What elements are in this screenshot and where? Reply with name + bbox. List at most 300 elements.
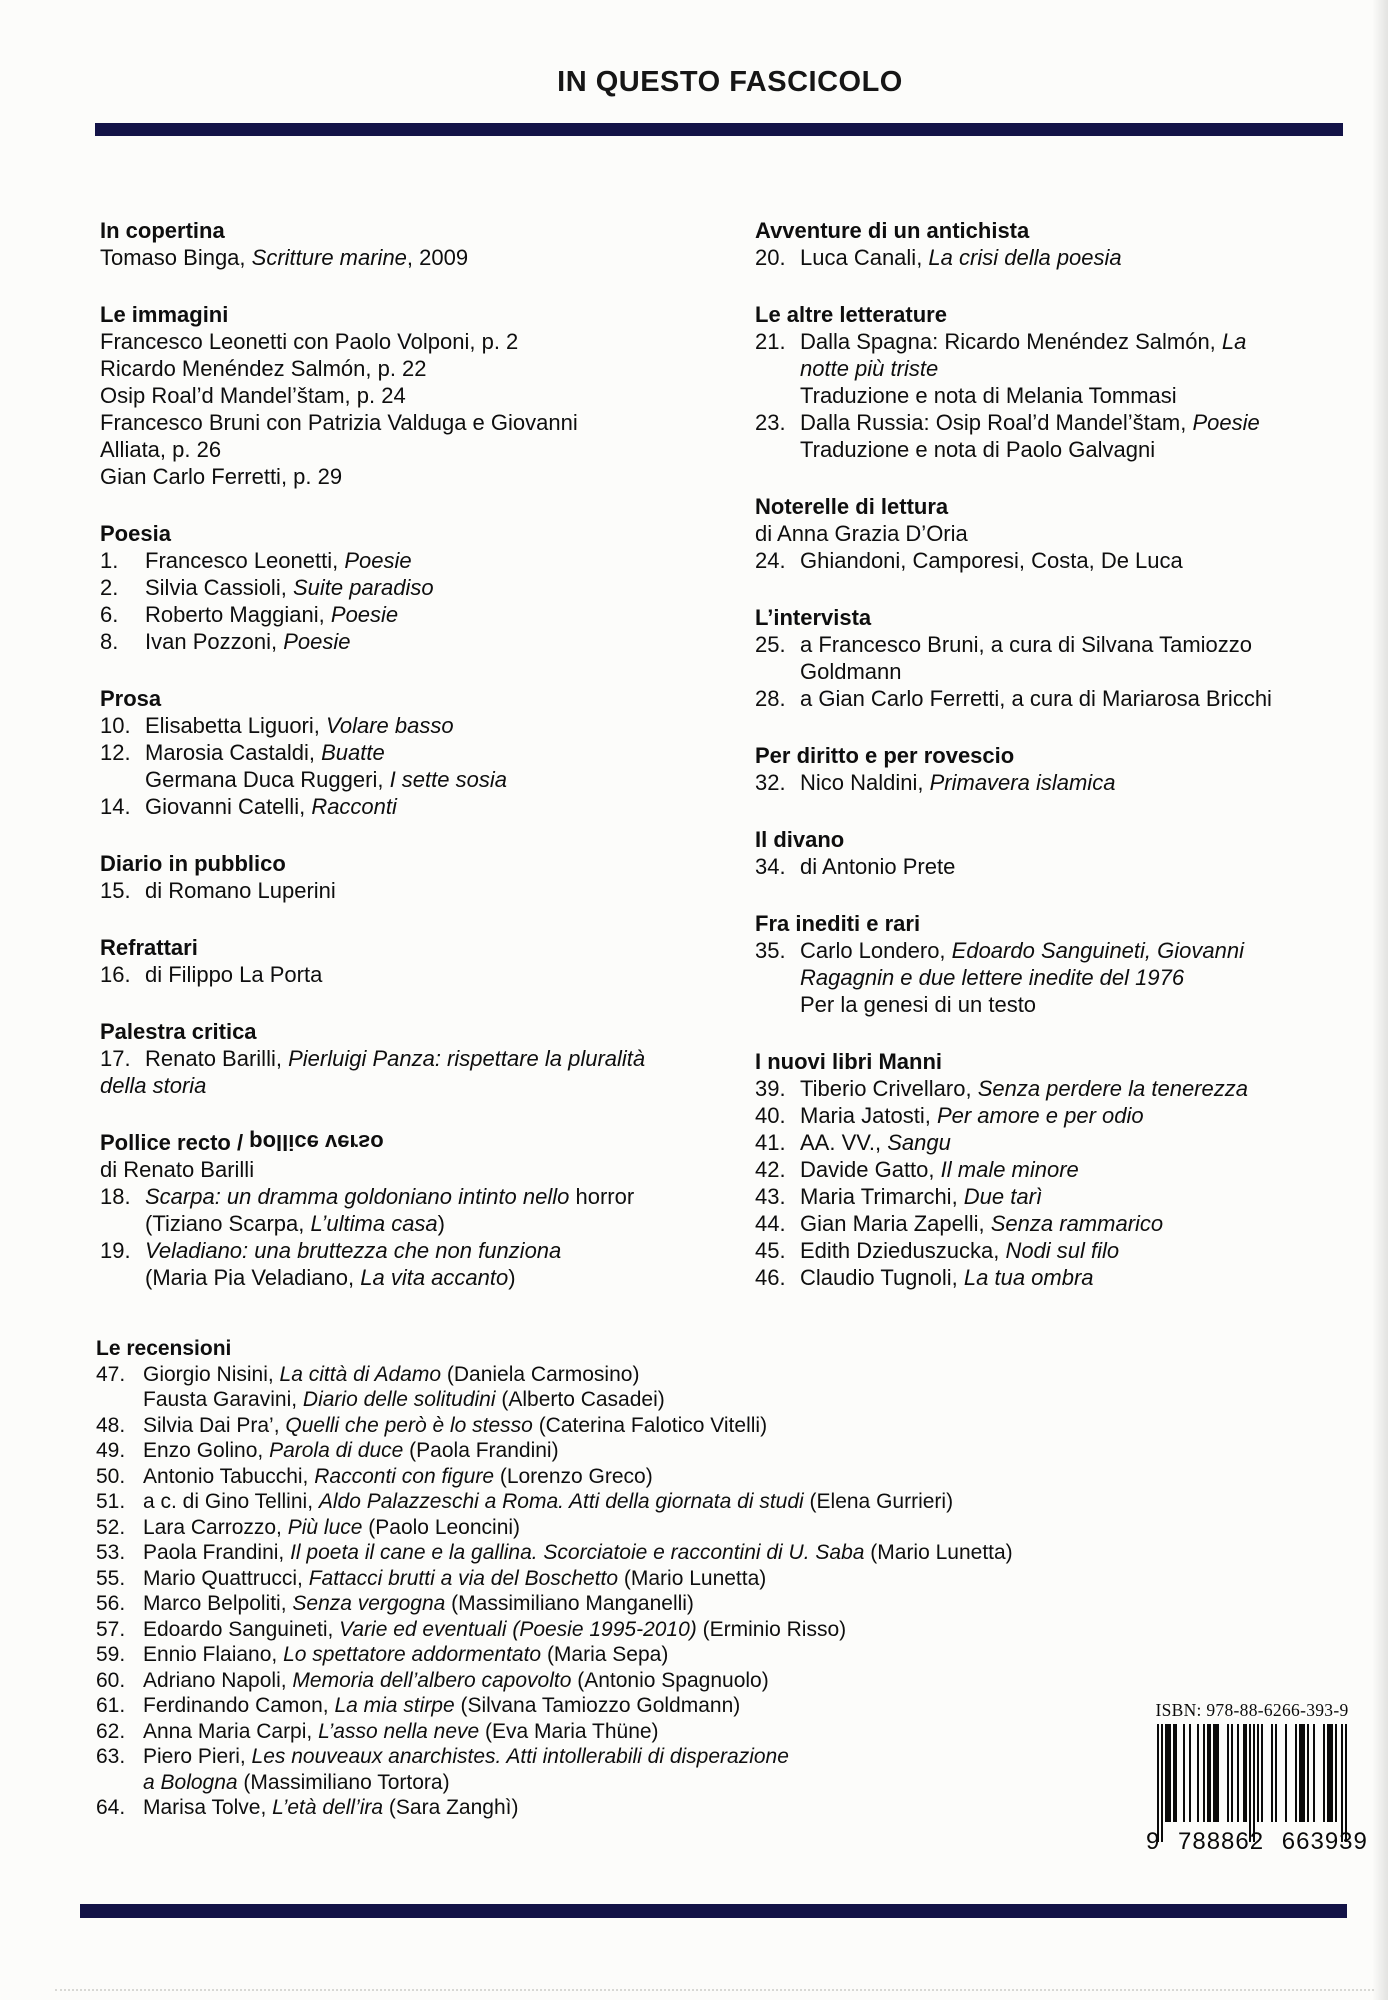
toc-line [755,436,1365,463]
section-heading [96,1336,1186,1362]
text-seg: Maria Trimarchi, [800,1184,964,1209]
text-seg: Pollice recto / [100,1130,250,1155]
section-heading [100,1018,740,1045]
entry-number: 15. [100,878,131,903]
isbn-label: ISBN: 978-88-6266-393-9 [1155,1700,1349,1720]
text-seg: Scarpa: un dramma goldoniano intinto nello [145,1184,570,1209]
entry-number: 34. [755,854,786,879]
entry-number: 2. [100,575,119,600]
entry-number: 23. [755,410,786,435]
text-seg: La [1221,329,1247,354]
section-heading [100,217,740,244]
section-heading [100,1129,740,1156]
text-seg: La mia stirpe [334,1694,455,1717]
text-seg: Carlo Londero, [800,938,952,963]
text-seg: Refrattari [100,935,198,960]
flipped-text: pollice verso [249,1130,384,1155]
toc-line [755,853,1365,880]
text-seg: La tua ombra [963,1265,1094,1290]
section-heading [755,301,1365,328]
entry-number: 52. [96,1515,126,1539]
text-seg: Roberto Maggiani, [145,602,331,627]
text-seg: a Bologna [143,1770,238,1794]
toc-line [96,1668,1186,1694]
text-seg: Poesia [100,521,171,546]
toc-line [96,1642,1186,1668]
text-seg: (Tiziano Scarpa, [145,1211,311,1236]
text-seg: Traduzione e nota di Paolo Galvagni [800,437,1156,462]
text-seg: di Antonio Prete [800,854,956,879]
text-seg: (Caterina Falotico Vitelli) [532,1413,768,1437]
section-heading [755,217,1365,244]
toc-line [100,382,740,409]
text-seg: a Francesco Bruni, a cura di Silvana Tamiozzo [800,632,1253,657]
entry-number: 59. [96,1643,126,1666]
toc-line [96,1515,1186,1541]
toc-line [100,436,740,463]
text-seg: In copertina [100,218,225,243]
toc-section [755,742,1365,796]
entry-number: 61. [96,1694,126,1717]
toc-line [100,739,740,766]
text-seg: Anna Maria Carpi, [143,1719,319,1743]
toc-line [100,1237,740,1264]
toc-section [96,1336,1186,1821]
text-seg: Ghiandoni, Camporesi, Costa, De Luca [800,548,1183,573]
text-seg: (Paolo Leoncini) [362,1515,521,1539]
text-seg: (Mario Lunetta) [618,1566,767,1590]
section-heading [100,685,740,712]
text-seg: Prosa [100,686,162,711]
text-seg: Buatte [321,740,385,765]
toc-line [100,766,740,793]
entry-number: 63. [96,1745,126,1768]
entry-number: 40. [755,1103,786,1128]
toc-line [96,1464,1186,1490]
text-seg: Francesco Leonetti, [145,548,345,573]
text-seg: Il divano [755,827,845,852]
text-seg: Poesie [1192,410,1260,435]
text-seg: Marisa Tolve, [143,1796,273,1819]
section-heading [755,826,1365,853]
text-seg: di Romano Luperini [145,878,336,903]
text-seg: Per amore e per odio [936,1103,1144,1128]
toc-line [755,1183,1365,1210]
text-seg: Dalla Spagna: Ricardo Menéndez Salmón, [800,329,1222,354]
text-seg: Luca Canali, [800,245,929,270]
toc-line [755,1264,1365,1291]
text-seg: Più luce [287,1515,363,1539]
section-heading [755,742,1365,769]
toc-line [755,328,1365,355]
toc-line [96,1744,1186,1770]
toc-section [100,217,740,271]
section-heading [100,301,740,328]
section-heading [100,520,740,547]
text-seg: Fausta Garavini, [143,1388,303,1411]
text-seg: La vita accanto [360,1265,509,1290]
text-seg: Renato Barilli, [145,1046,289,1071]
text-seg: Racconti [311,794,397,819]
text-seg: L’asso nella neve [318,1719,480,1743]
text-seg: di Renato Barilli [100,1157,255,1182]
text-seg: (Maria Sepa) [541,1643,669,1666]
toc-line [100,409,740,436]
text-seg: (Paola Frandini) [403,1439,559,1462]
text-seg: (Sara Zanghì) [383,1796,519,1819]
entry-number: 6. [100,602,119,627]
entry-number: 45. [755,1238,786,1263]
text-seg: Francesco Bruni con Patrizia Valduga e Giovanni [100,410,578,435]
text-seg: Scritture marine [251,245,407,270]
entry-number: 41. [755,1130,786,1155]
entry-number: 35. [755,938,786,963]
text-seg: (Mario Lunetta) [864,1541,1013,1564]
toc-section [100,1129,740,1291]
toc-line [755,1102,1365,1129]
toc-line [755,658,1365,685]
text-seg: AA. VV., [800,1130,888,1155]
entry-number: 16. [100,962,131,987]
entry-number: 49. [96,1439,126,1462]
text-seg: (Maria Pia Veladiano, [145,1265,361,1290]
text-seg: Piero Pieri, [143,1745,252,1768]
toc-section [100,1018,740,1099]
entry-number: 10. [100,713,131,738]
text-seg: Ferdinando Camon, [143,1694,335,1717]
text-seg: (Massimiliano Tortora) [237,1770,450,1794]
toc-line [100,1156,740,1183]
text-seg: (Erminio Risso) [696,1617,847,1641]
text-seg: Silvia Cassioli, [145,575,293,600]
text-seg: Enzo Golino, [143,1439,270,1462]
entry-number: 17. [100,1046,131,1071]
text-seg: Gian Maria Zapelli, [800,1211,991,1236]
text-seg: Edoardo Sanguineti, Giovanni [951,938,1244,963]
entry-number: 8. [100,629,119,654]
toc-line [96,1591,1186,1617]
text-seg: Poesie [283,629,351,654]
text-seg: Le altre letterature [755,302,947,327]
text-seg: Germana Duca Ruggeri, [145,767,390,792]
entry-number: 25. [755,632,786,657]
toc-line [755,1156,1365,1183]
text-seg: Sangu [887,1130,951,1155]
text-seg: di Anna Grazia D’Oria [755,521,968,546]
text-seg: Per diritto e per rovescio [755,743,1015,768]
section-heading [755,1048,1365,1075]
toc-line [100,574,740,601]
text-seg: Le recensioni [96,1337,232,1360]
bottom-rule [80,1904,1347,1918]
toc-line [96,1362,1186,1388]
text-seg: Ennio Flaiano, [143,1643,284,1666]
entry-number: 57. [96,1617,126,1641]
text-seg: Traduzione e nota di Melania Tommasi [800,383,1177,408]
text-seg: Giorgio Nisini, [143,1362,280,1386]
entry-number: 42. [755,1157,786,1182]
text-seg: Maria Jatosti, [800,1103,937,1128]
text-seg: Silvia Dai Pra’, [143,1413,286,1437]
text-seg: (Alberto Casadei) [495,1388,665,1411]
text-seg: Senza vergogna [292,1592,446,1615]
toc-line [100,244,740,271]
entry-number: 12. [100,740,131,765]
text-seg: Poesie [330,602,399,627]
toc-line [755,520,1365,547]
section-heading [755,493,1365,520]
entry-number: 64. [96,1796,126,1819]
entry-number: 19. [100,1238,131,1263]
text-seg: Varie ed eventuali (Poesie 1995-2010) [339,1617,697,1641]
text-seg: Palestra critica [100,1019,257,1044]
text-seg: Nico Naldini, [800,770,930,795]
text-seg: horror [569,1184,635,1209]
entry-number: 24. [755,548,786,573]
toc-section [755,217,1365,271]
toc-line [755,409,1365,436]
text-seg: Senza perdere la tenerezza [977,1076,1248,1101]
toc-line [96,1617,1186,1643]
entry-number: 60. [96,1668,126,1692]
toc-section [100,850,740,904]
toc-line [100,355,740,382]
entry-number: 48. [96,1413,126,1437]
text-seg: (Elena Gurrieri) [803,1490,954,1513]
text-seg: notte più triste [800,356,939,381]
text-seg: Elisabetta Liguori, [145,713,326,738]
text-seg: Dalla Russia: Osip Roal’d Mandel’štam, [800,410,1193,435]
toc-section [100,520,740,655]
text-seg: Les nouveaux anarchistes. Atti intollerabili di disperazione [251,1745,789,1768]
section-heading [100,850,740,877]
toc-line [755,244,1365,271]
isbn-barcode-block [1146,1700,1368,1856]
text-seg: Poesie [344,548,412,573]
text-seg: Aldo Palazzeschi a Roma. Atti della giornata di studi [318,1490,804,1513]
toc-section [755,910,1365,1018]
text-seg: Tiberio Crivellaro, [800,1076,978,1101]
text-seg: ) [508,1265,516,1290]
scan-edge-shadow [1372,0,1388,2000]
toc-section [755,826,1365,880]
toc-line [100,463,740,490]
toc-line [100,877,740,904]
text-seg: ) [437,1211,445,1236]
text-seg: Quelli che però è lo stesso [285,1413,533,1437]
text-seg: La crisi della poesia [928,245,1122,270]
toc-line [755,631,1365,658]
toc-line [755,991,1365,1018]
text-seg: Per la genesi di un testo [800,992,1037,1017]
toc-line [96,1795,1186,1821]
toc-line [755,1129,1365,1156]
toc-line [755,1210,1365,1237]
text-seg: Mario Quattrucci, [143,1566,309,1590]
text-seg: Racconti con figure [314,1464,494,1488]
entry-number: 62. [96,1719,126,1743]
entry-number: 21. [755,329,786,354]
toc-line [100,601,740,628]
toc-line [96,1540,1186,1566]
entry-number: 53. [96,1541,126,1564]
entry-number: 47. [96,1362,126,1386]
entry-number: 46. [755,1265,786,1290]
right-column [755,217,1365,1321]
toc-line [100,1045,740,1072]
text-seg: Primavera islamica [929,770,1116,795]
entry-number: 28. [755,686,786,711]
text-seg: Diario in pubblico [100,851,286,876]
toc-section [755,493,1365,574]
toc-line [755,547,1365,574]
toc-line [100,1264,740,1291]
text-seg: Marosia Castaldi, [145,740,322,765]
section-heading [755,604,1365,631]
text-seg: Memoria dell’albero capovolto [292,1668,572,1692]
text-seg: L’intervista [755,605,872,630]
text-seg: Lara Carrozzo, [143,1515,288,1539]
entry-number: 14. [100,794,131,819]
text-seg: Paola Frandini, [143,1541,291,1564]
text-seg: Fra inediti e rari [755,911,921,936]
text-seg: Le immagini [100,302,229,327]
text-seg: Due tarì [963,1184,1043,1209]
toc-line [755,1075,1365,1102]
text-seg: Edith Dzieduszucka, [800,1238,1006,1263]
toc-line [96,1489,1186,1515]
text-seg: Fattacci brutti a via del Boschetto [308,1566,619,1590]
toc-line [755,769,1365,796]
text-seg: Ragagnin e due lettere inedite del 1976 [800,965,1185,990]
text-seg: Tomaso Binga, [100,245,252,270]
text-seg: Nodi sul filo [1005,1238,1120,1263]
toc-line [96,1770,1186,1796]
barcode-bars [1157,1724,1347,1844]
top-rule [95,123,1343,136]
toc-line [755,937,1365,964]
text-seg: (Massimiliano Manganelli) [445,1592,694,1615]
section-heading [100,934,740,961]
text-seg: Davide Gatto, [800,1157,941,1182]
text-seg: (Lorenzo Greco) [494,1464,653,1488]
entry-number: 44. [755,1211,786,1236]
toc-section [755,604,1365,712]
reviews-section [96,1336,1186,1851]
text-seg: La città di Adamo [279,1362,442,1386]
text-seg: Il poeta il cane e la gallina. Scorciatoie e raccontini di U. Saba [290,1541,865,1564]
toc-line [96,1387,1186,1413]
toc-line [96,1438,1186,1464]
entry-number: 43. [755,1184,786,1209]
toc-line [100,1072,740,1099]
scan-edge-artifact [55,1989,1374,1991]
text-seg: I nuovi libri Manni [755,1049,942,1074]
text-seg: Ricardo Menéndez Salmón, p. 22 [100,356,427,381]
text-seg: L’ultima casa [310,1211,438,1236]
text-seg: , 2009 [406,245,469,270]
text-seg: Osip Roal’d Mandel’štam, p. 24 [100,383,406,408]
text-seg: Adriano Napoli, [143,1668,293,1692]
toc-line [100,712,740,739]
text-seg: Volare basso [326,713,454,738]
toc-line [100,628,740,655]
entry-number: 20. [755,245,786,270]
section-heading [755,910,1365,937]
left-column [100,217,740,1321]
toc-line [755,964,1365,991]
toc-section [100,685,740,820]
toc-line [100,1183,740,1210]
text-seg: Edoardo Sanguineti, [143,1617,340,1641]
text-seg: Noterelle di lettura [755,494,949,519]
text-seg: Diario delle solitudini [302,1388,496,1411]
toc-line [100,1210,740,1237]
toc-section [755,1048,1365,1291]
text-seg: I sette sosia [389,767,507,792]
text-seg: a c. di Gino Tellini, [143,1490,319,1513]
toc-line [100,961,740,988]
entry-number: 1. [100,548,119,573]
entry-number: 56. [96,1592,126,1615]
toc-line [755,685,1365,712]
text-seg: Pierluigi Panza: rispettare la pluralità [288,1046,646,1071]
text-seg: (Eva Maria Thüne) [479,1719,659,1743]
text-seg: Il male minore [940,1157,1079,1182]
page-title: IN QUESTO FASCICOLO [557,66,903,98]
toc-line [100,547,740,574]
toc-section [100,301,740,490]
text-seg: Lo spettatore addormentato [283,1643,542,1666]
toc-section [755,301,1365,463]
toc-line [755,1237,1365,1264]
text-seg: Alliata, p. 26 [100,437,222,462]
text-seg: Avventure di un antichista [755,218,1030,243]
toc-line [96,1693,1186,1719]
entry-number: 55. [96,1566,126,1590]
toc-line [100,328,740,355]
text-seg: Antonio Tabucchi, [143,1464,315,1488]
text-seg: Gian Carlo Ferretti, p. 29 [100,464,343,489]
toc-section [100,934,740,988]
entry-number: 39. [755,1076,786,1101]
text-seg: Francesco Leonetti con Paolo Volponi, p. 2 [100,329,519,354]
entry-number: 51. [96,1490,126,1513]
entry-number: 18. [100,1184,131,1209]
text-seg: Goldmann [800,659,902,684]
toc-line [100,793,740,820]
text-seg: Senza rammarico [990,1211,1164,1236]
text-seg: Ivan Pozzoni, [145,629,284,654]
text-seg: della storia [100,1073,207,1098]
entry-number: 50. [96,1464,126,1488]
text-seg: a Gian Carlo Ferretti, a cura di Mariarosa Bricchi [800,686,1272,711]
text-seg: Marco Belpoliti, [143,1592,293,1615]
text-seg: (Daniela Carmosino) [441,1362,640,1386]
toc-line [755,382,1365,409]
text-seg: Parola di duce [269,1439,404,1462]
text-seg: Veladiano: una bruttezza che non funziona [145,1238,562,1263]
text-seg: Claudio Tugnoli, [800,1265,964,1290]
text-seg: (Antonio Spagnuolo) [571,1668,769,1692]
toc-line [96,1719,1186,1745]
text-seg: Giovanni Catelli, [145,794,312,819]
text-seg: L’età dell’ira [272,1796,384,1819]
toc-line [96,1566,1186,1592]
toc-line [755,355,1365,382]
text-seg: di Filippo La Porta [145,962,323,987]
text-seg: (Silvana Tamiozzo Goldmann) [454,1694,741,1717]
